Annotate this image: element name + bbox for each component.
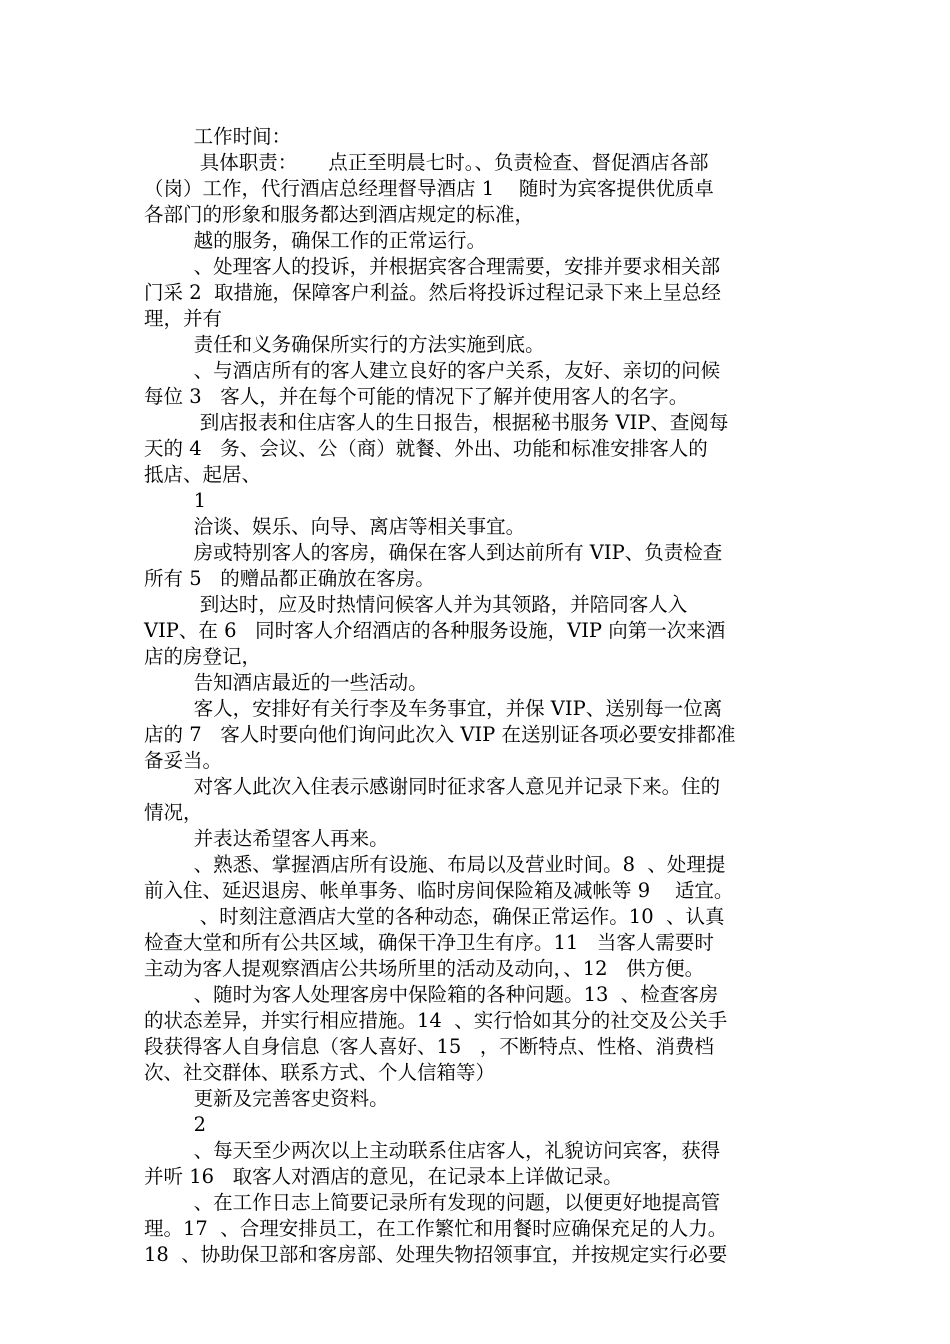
text-line: 抵店、起居、: [144, 463, 262, 486]
text-line: 、时刻注意酒店大堂的各种动态，确保正常运作。10 、认真: [144, 905, 725, 928]
text-line: 段获得客人自身信息（客人喜好、15 ，不断特点、性格、消费档: [144, 1035, 714, 1058]
text-line: 、随时为客人处理客房中保险箱的各种问题。13 、检查客房: [144, 983, 719, 1006]
text-line: 对客人此次入住表示感谢同时征求客人意见并记录下来。住的: [144, 775, 721, 798]
text-line: 工作时间：: [144, 125, 292, 148]
text-line: 、熟悉、掌握酒店所有设施、布局以及营业时间。8 、处理提: [144, 853, 726, 876]
text-line: 并表达希望客人再来。: [144, 827, 389, 850]
text-line: 到店报表和住店客人的生日报告，根据秘书服务 VIP、查阅每: [144, 411, 729, 434]
page-number: 1: [144, 489, 206, 512]
text-line: 主动为客人提观察酒店公共场所里的活动及动向，、12 供方便。: [144, 957, 705, 980]
text-line: 门采 2 取措施，保障客户利益。然后将投诉过程记录下来上呈总经: [144, 281, 722, 304]
text-line: 店的 7 客人时要向他们询问此次入 VIP 在送别证各项必要安排都准: [144, 723, 736, 746]
text-line: 所有 5 的赠品都正确放在客房。: [144, 567, 435, 590]
text-line: 店的房登记，: [144, 645, 262, 668]
text-line: 、处理客人的投诉，并根据宾客合理需要，安排并要求相关部: [144, 255, 721, 278]
text-line: 各部门的形象和服务都达到酒店规定的标准，: [144, 203, 535, 226]
text-line: 、与酒店所有的客人建立良好的客户关系，友好、亲切的问候: [144, 359, 721, 382]
text-line: 次、社交群体、联系方式、个人信箱等）: [144, 1061, 496, 1084]
text-line: 18 、协助保卫部和客房部、处理失物招领事宜，并按规定实行必要: [144, 1243, 728, 1266]
text-line: 告知酒店最近的一些活动。: [144, 671, 428, 694]
text-line: 理。17 、合理安排员工，在工作繁忙和用餐时应确保充足的人力。: [144, 1217, 728, 1240]
text-line: 更新及完善客史资料。: [144, 1087, 389, 1110]
text-line: 越的服务，确保工作的正常运行。: [144, 229, 487, 252]
text-line: 、在工作日志上简要记录所有发现的问题，以便更好地提高管: [144, 1191, 721, 1214]
text-line: 具体职责： 点正至明晨七时。、负责检查、督促酒店各部: [144, 151, 709, 174]
text-line: 并听 16 取客人对酒店的意见，在记录本上详做记录。: [144, 1165, 623, 1188]
text-line: 天的 4 务、会议、公（商）就餐、外出、功能和标准安排客人的: [144, 437, 708, 460]
text-line: 责任和义务确保所实行的方法实施到底。: [144, 333, 545, 356]
text-line: 每位 3 客人，并在每个可能的情况下了解并使用客人的名字。: [144, 385, 689, 408]
document-body: [144, 124, 812, 1268]
text-line: 检查大堂和所有公共区域，确保干净卫生有序。11 当客人需要时: [144, 931, 714, 954]
text-line: 、每天至少两次以上主动联系住店客人，礼貌访问宾客，获得: [144, 1139, 721, 1162]
text-line: 洽谈、娱乐、向导、离店等相关事宜。: [144, 515, 526, 538]
text-line: VIP、在 6 同时客人介绍酒店的各种服务设施，VIP 向第一次来酒: [144, 619, 726, 642]
text-line: 前入住、延迟退房、帐单事务、临时房间保险箱及减帐等 9 适宜。: [144, 879, 734, 902]
text-line: 情况，: [144, 801, 203, 824]
text-line: 客人，安排好有关行李及车务事宜，并保 VIP、送别每一位离: [144, 697, 723, 720]
text-line: （岗）工作，代行酒店总经理督导酒店 1 随时为宾客提供优质卓: [144, 177, 714, 200]
text-line: 的状态差异，并实行相应措施。14 、实行恰如其分的社交及公关手: [144, 1009, 728, 1032]
page-number: 2: [144, 1113, 206, 1136]
text-line: 房或特别客人的客房，确保在客人到达前所有 VIP、负责检查: [144, 541, 723, 564]
text-line: 到达时，应及时热情问候客人并为其领路，并陪同客人入: [144, 593, 688, 616]
text-line: 备妥当。: [144, 749, 223, 772]
text-line: 理，并有: [144, 307, 223, 330]
